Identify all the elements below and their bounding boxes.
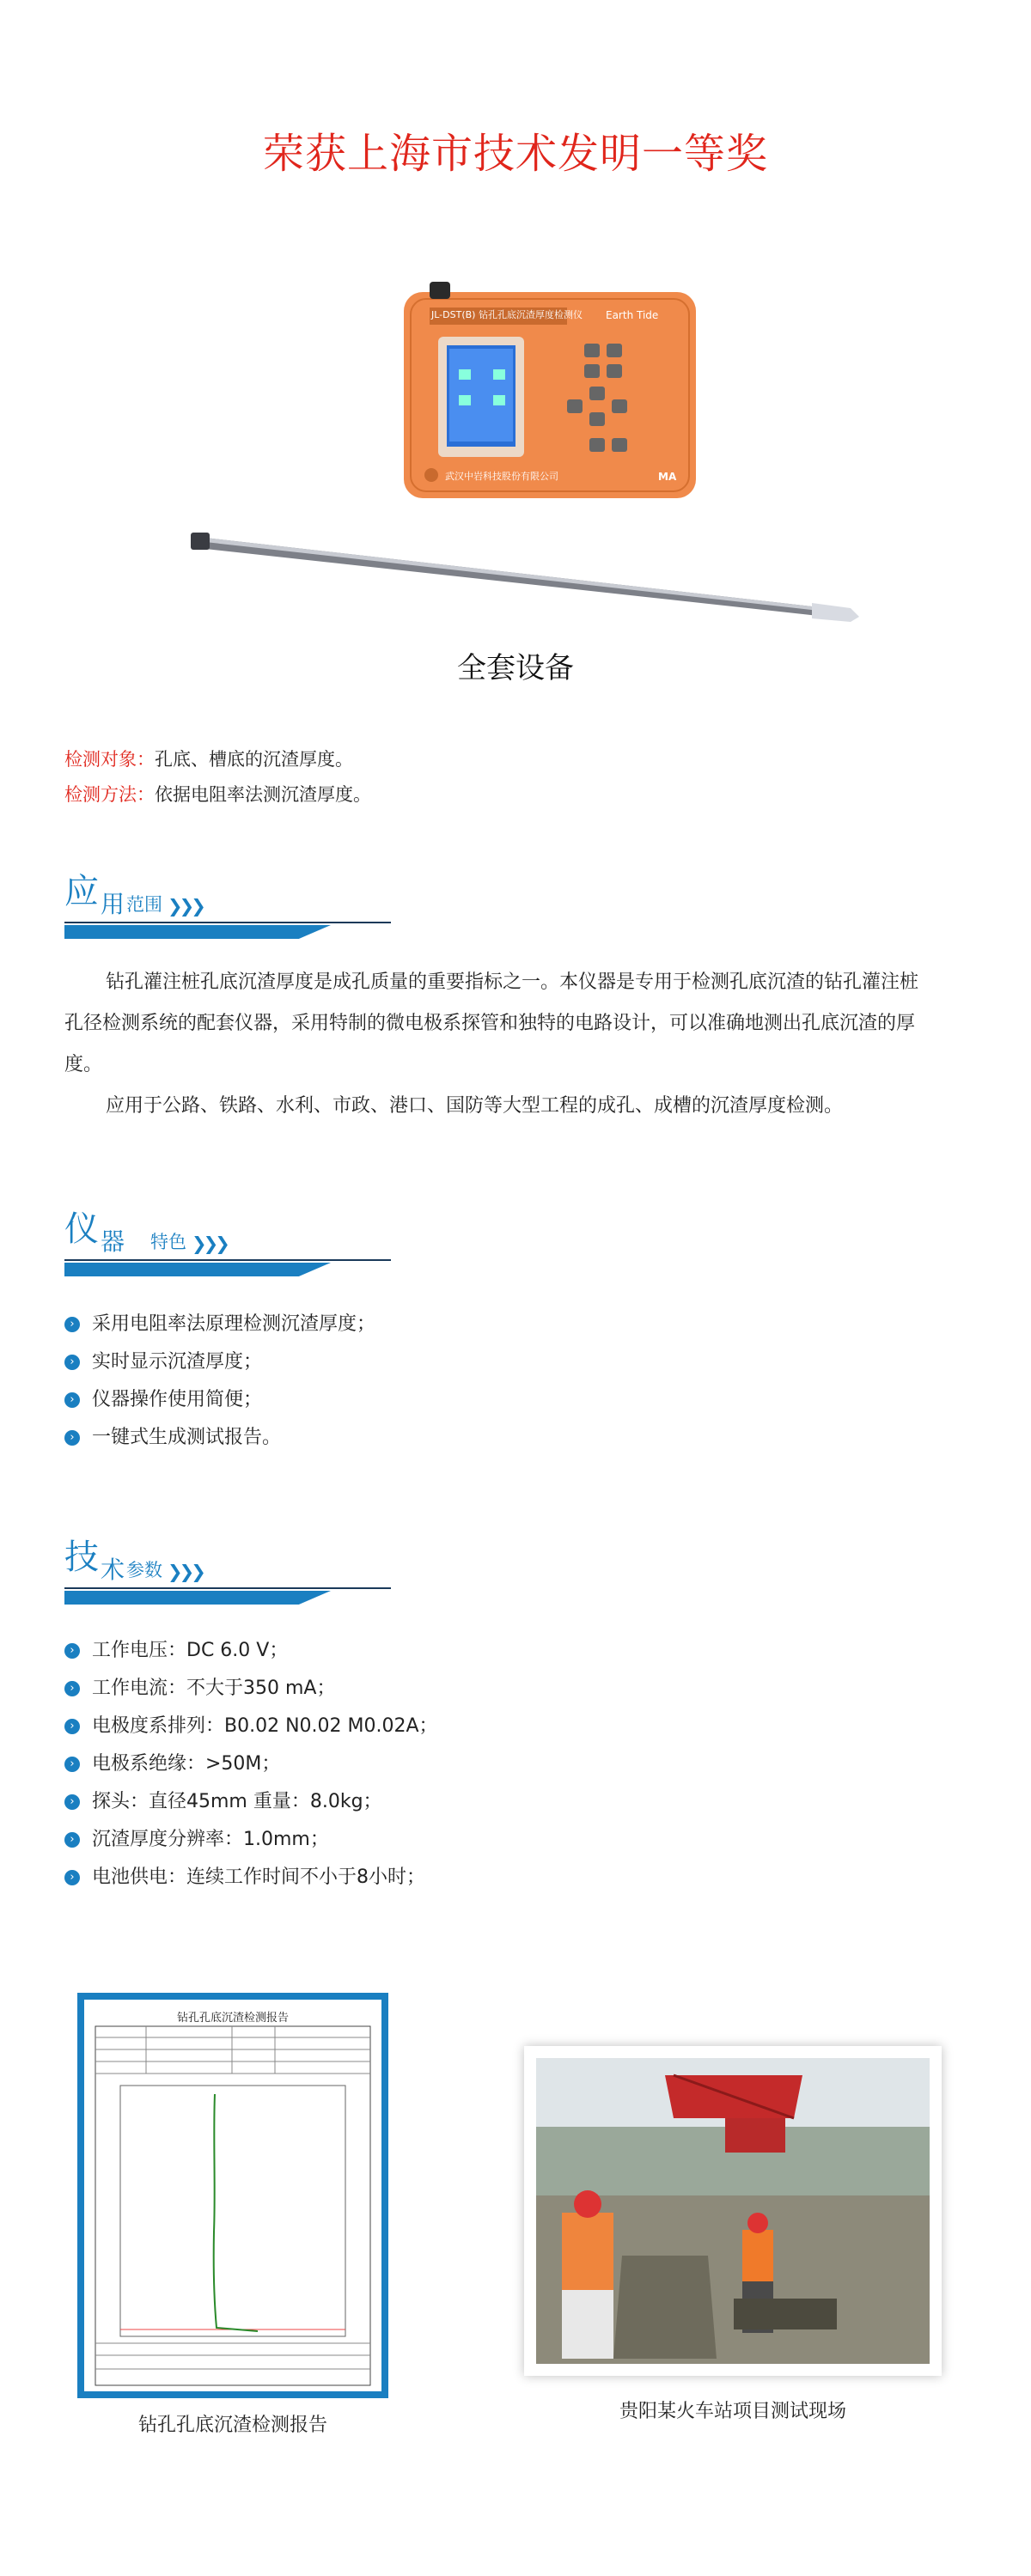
list-item [64, 1632, 438, 1670]
chevron-bullet-icon: › [64, 1719, 80, 1734]
report-title: 钻孔孔底沉渣检测报告 [176, 2012, 289, 2025]
device-illustration [172, 258, 859, 636]
chevron-bullet-icon: › [64, 1832, 80, 1848]
features-heading-big: 仪 [64, 1209, 99, 1249]
detection-object [64, 746, 353, 771]
list-item [64, 1708, 438, 1745]
params-heading-small: 参数 [126, 1560, 162, 1580]
chevron-bullet-icon: › [64, 1681, 80, 1696]
list-item [64, 1745, 438, 1783]
list-item [64, 1306, 375, 1343]
chevron-right-icon: ❯❯❯ [192, 1233, 227, 1254]
report-caption: 钻孔孔底沉渣检测报告 [137, 2415, 327, 2436]
list-item [64, 1859, 438, 1897]
scope-paragraph-2: 应用于公路、铁路、水利、市政、港口、国防等大型工程的成孔、成槽的沉渣厚度检测。 [106, 1095, 844, 1117]
heading-accent-bar [64, 1263, 331, 1276]
scope-heading-mid: 用 [101, 890, 125, 918]
params-heading-big: 技 [64, 1538, 99, 1577]
heading-divider [64, 1259, 391, 1261]
param-text: 工作电压：DC 6.0 V； [92, 1640, 289, 1661]
detection-method-value: 依据电阻率法测沉渣厚度。 [155, 784, 371, 805]
list-item [64, 1670, 438, 1708]
chevron-bullet-icon: › [64, 1643, 80, 1659]
feature-text: 一键式生成测试报告。 [92, 1427, 282, 1448]
device-mark: MA [658, 471, 677, 483]
device-brand: Earth Tide [606, 309, 659, 321]
section-heading-params [64, 1538, 391, 1598]
section-heading-scope [64, 872, 391, 932]
scope-heading-big: 应 [64, 872, 99, 911]
report-thumbnail [77, 1993, 388, 2398]
param-text: 沉渣厚度分辨率：1.0mm； [92, 1829, 329, 1850]
param-text: 探头：直径45mm 重量：8.0kg； [92, 1791, 382, 1812]
feature-text: 采用电阻率法原理检测沉渣厚度； [92, 1313, 376, 1335]
feature-text: 仪器操作使用简便； [92, 1389, 263, 1410]
heading-divider [64, 922, 391, 923]
detection-method [64, 781, 371, 807]
chevron-bullet-icon: › [64, 1870, 80, 1885]
equipment-caption: 全套设备 [457, 651, 574, 685]
chevron-right-icon: ❯❯❯ [168, 1562, 203, 1582]
param-text: 电极度系排列：B0.02 N0.02 M0.02A； [92, 1715, 438, 1737]
param-text: 工作电流：不大于350 mA； [92, 1678, 336, 1699]
list-item [64, 1343, 375, 1381]
device-name: 钻孔孔底沉渣厚度检测仪 [478, 309, 583, 320]
list-item [64, 1419, 375, 1457]
scope-heading-small: 范围 [126, 894, 162, 915]
feature-text: 实时显示沉渣厚度； [92, 1351, 263, 1373]
detection-object-key: 检测对象： [64, 749, 155, 770]
probe-rod [191, 533, 859, 622]
params-heading-mid: 术 [101, 1556, 125, 1584]
chevron-bullet-icon: › [64, 1392, 80, 1408]
chevron-bullet-icon: › [64, 1794, 80, 1810]
chevron-right-icon: ❯❯❯ [168, 896, 203, 917]
site-photo-frame [524, 2046, 942, 2376]
list-item [64, 1381, 375, 1419]
device-model: JL-DST(B) [431, 309, 476, 320]
device-company: 武汉中岩科技股份有限公司 [445, 471, 558, 482]
chevron-bullet-icon: › [64, 1430, 80, 1446]
heading-accent-bar [64, 925, 331, 939]
chevron-bullet-icon: › [64, 1355, 80, 1370]
features-list [64, 1306, 375, 1457]
features-heading-mid: 器 [101, 1227, 125, 1256]
scope-paragraph-1: 钻孔灌注桩孔底沉渣厚度是成孔质量的重要指标之一。本仪器是专用于检测孔底沉渣的钻孔灌注桩孔径检测系统的配套仪器，采用特制的微电极系探管和独特的电路设计，可以准确地测出孔底沉渣的厚度。 [64, 971, 919, 1075]
device-model-label [431, 308, 583, 321]
list-item [64, 1821, 438, 1859]
param-text: 电极系绝缘：>50M； [92, 1753, 281, 1775]
heading-accent-bar [64, 1591, 331, 1605]
list-item [64, 1783, 438, 1821]
section-heading-features [64, 1209, 391, 1270]
detection-object-value: 孔底、槽底的沉渣厚度。 [155, 749, 353, 770]
site-caption: 贵阳某火车站项目测试现场 [619, 2401, 846, 2422]
site-photo [536, 2058, 930, 2364]
features-heading-small: 特色 [150, 1232, 186, 1252]
page-title: 荣获上海市技术发明一等奖 [262, 130, 768, 178]
heading-divider [64, 1587, 391, 1589]
report-drawing [95, 2025, 371, 2386]
detection-method-key: 检测方法： [64, 784, 155, 805]
chevron-bullet-icon: › [64, 1757, 80, 1772]
param-text: 电池供电：连续工作时间不小于8小时； [92, 1867, 425, 1888]
params-list [64, 1632, 438, 1897]
chevron-bullet-icon: › [64, 1317, 80, 1332]
